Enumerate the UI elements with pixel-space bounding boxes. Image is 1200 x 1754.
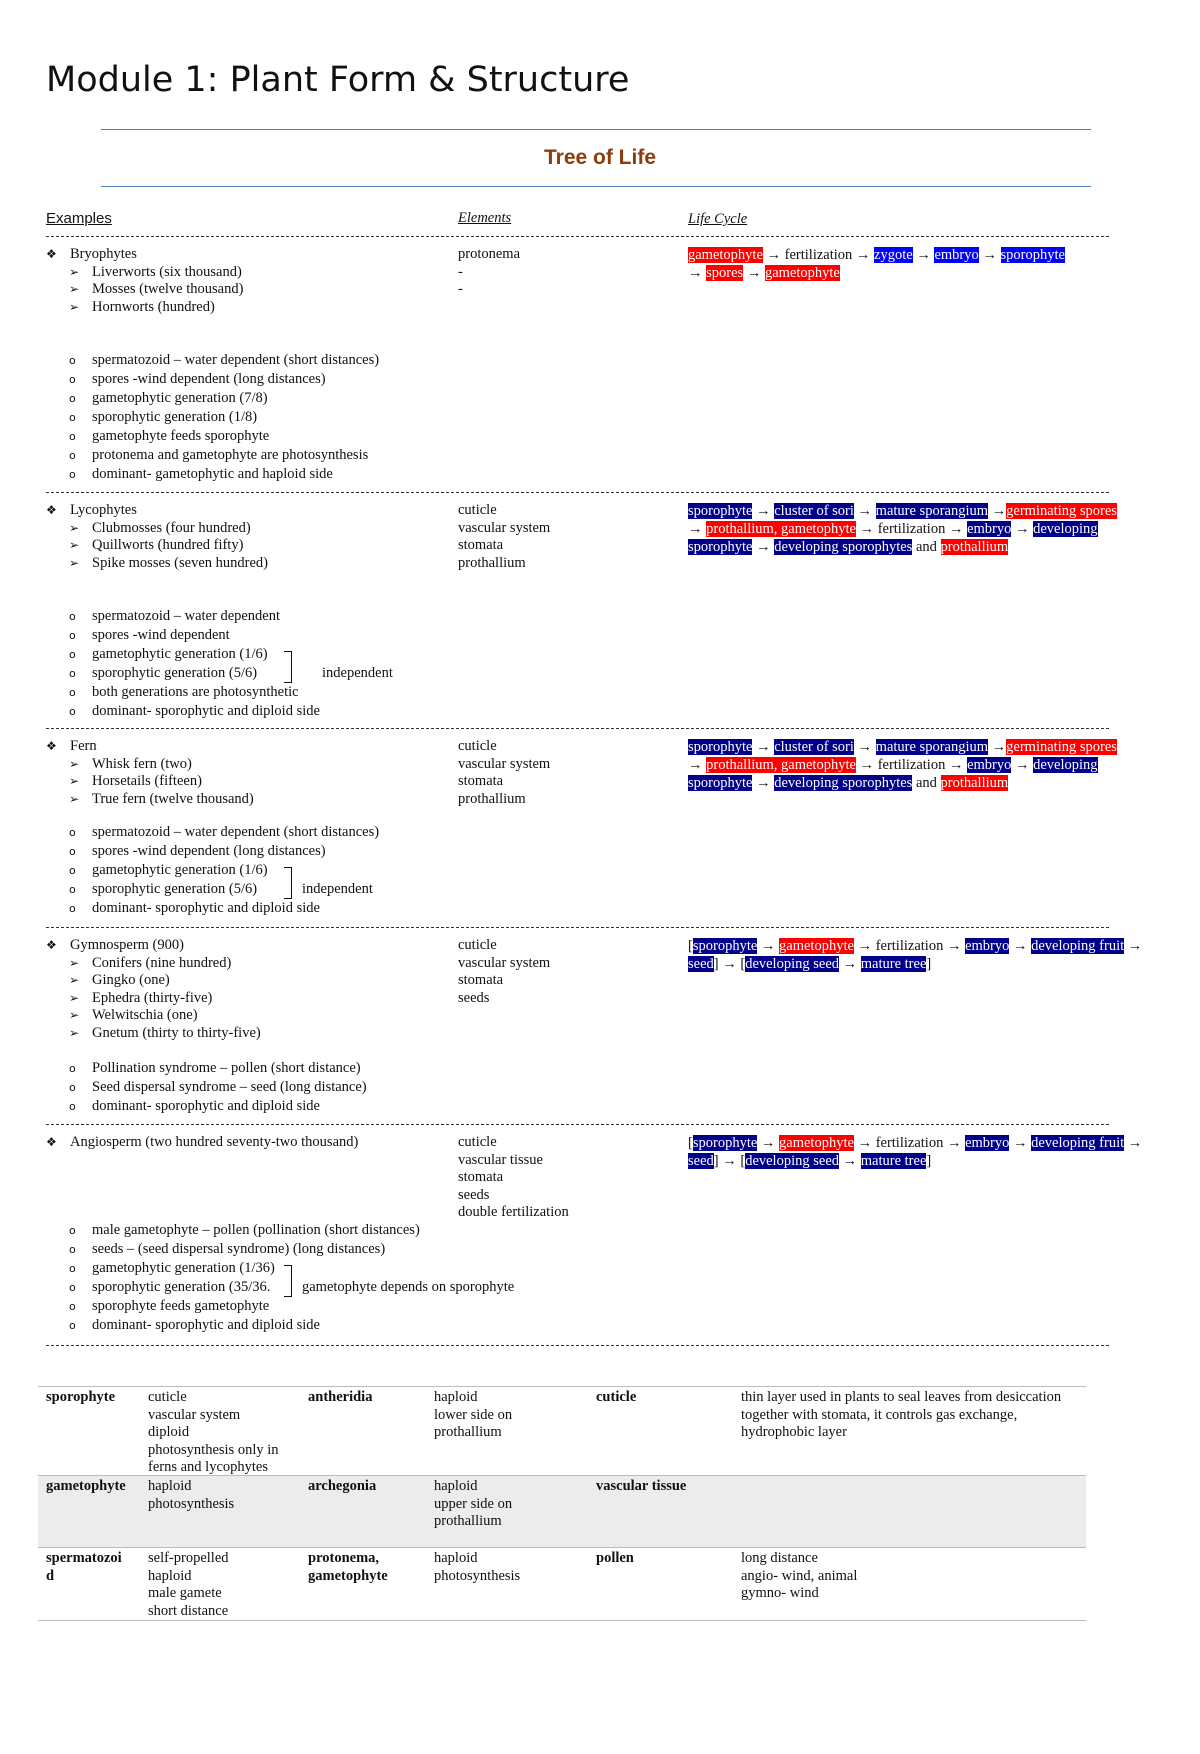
note-item: o sporophytic generation (1/8) (69, 409, 258, 425)
lifecycle-term: developing sporophytes (774, 775, 913, 791)
list-item: ➢ Gnetum (thirty to thirty-five) (69, 1025, 261, 1041)
table-cell: long distance angio- wind, animal gymno- wind (741, 1550, 858, 1601)
lifecycle-term: gametophyte (779, 1135, 854, 1151)
list-item: ➢ Hornworts (hundred) (69, 299, 215, 315)
life-cycle-text: sporophyte → cluster of sori → mature sporangium →germinating spores → prothallium, gametophyte → fertilization → embryo → developing sporophyte → developing sporophytes and prothallium (688, 503, 1117, 555)
list-item: ➢ Mosses (twelve thousand) (69, 281, 244, 297)
lifecycle-term: developing fruit (1031, 938, 1125, 954)
circle-bullet-icon: o (69, 826, 76, 839)
brace-label: gametophyte depends on sporophyte (302, 1279, 515, 1295)
circle-bullet-icon: o (69, 667, 76, 680)
note-item: o dominant- sporophytic and diploid side (69, 1317, 320, 1333)
column-header-examples: Examples (46, 210, 112, 227)
table-cell: sporophyte (46, 1389, 116, 1405)
arrow-bullet-icon: ➢ (69, 956, 80, 970)
lifecycle-term: germinating spores (1006, 739, 1117, 755)
life-cycle-text: sporophyte → cluster of sori → mature sporangium →germinating spores → prothallium, gametophyte → fertilization → embryo → developing sporophyte → developing sporophytes and prothallium (688, 739, 1117, 791)
note-item: o dominant- sporophytic and diploid side (69, 1098, 320, 1114)
lifecycle-term: sporophyte (692, 938, 758, 954)
table-cell: haploid photosynthesis (148, 1478, 235, 1512)
note-item: o spores -wind dependent (long distances) (69, 371, 326, 387)
arrow-bullet-icon: ➢ (69, 265, 80, 279)
note-item: o sporophyte feeds gametophyte (69, 1298, 270, 1314)
element-item: - (458, 264, 463, 280)
lifecycle-term: sporophyte (1000, 247, 1065, 263)
note-item: o male gametophyte – pollen (pollination (short distances) (69, 1222, 420, 1238)
lifecycle-term: sporophyte (692, 1135, 758, 1151)
diamond-bullet-icon: ❖ (46, 503, 57, 517)
brace-label: independent (302, 881, 373, 897)
circle-bullet-icon: o (69, 449, 76, 462)
element-item: vascular system (458, 520, 551, 536)
list-item: ➢ Gingko (one) (69, 972, 170, 988)
note-item: o spores -wind dependent (69, 627, 230, 643)
group-heading: ❖ Gymnosperm (900) (46, 937, 184, 953)
circle-bullet-icon: o (69, 1224, 76, 1237)
table-cell: cuticle (596, 1389, 637, 1405)
element-item: stomata (458, 1169, 504, 1185)
circle-bullet-icon: o (69, 411, 76, 424)
note-item: o Seed dispersal syndrome – seed (long distance) (69, 1079, 367, 1095)
lifecycle-term: developing seed (745, 1153, 840, 1169)
lifecycle-term: prothallium, gametophyte (706, 521, 856, 537)
element-item: cuticle (458, 738, 497, 754)
arrow-bullet-icon: ➢ (69, 991, 80, 1005)
element-item: prothallium (458, 791, 526, 807)
table-cell: cuticle vascular system diploid photosynthesis only in ferns and lycophytes (148, 1389, 279, 1475)
circle-bullet-icon: o (69, 902, 76, 915)
list-item: ➢ Ephedra (thirty-five) (69, 990, 213, 1006)
circle-bullet-icon: o (69, 1300, 76, 1313)
element-item: seeds (458, 990, 490, 1006)
diamond-bullet-icon: ❖ (46, 1135, 57, 1149)
glossary-table (38, 1386, 1086, 1621)
diamond-bullet-icon: ❖ (46, 247, 57, 261)
circle-bullet-icon: o (69, 373, 76, 386)
note-item: o dominant- gametophytic and haploid side (69, 466, 333, 482)
lifecycle-term: developing fruit (1031, 1135, 1125, 1151)
element-item: cuticle (458, 502, 497, 518)
list-item: ➢ Welwitschia (one) (69, 1007, 198, 1023)
lifecycle-term: gametophyte (764, 265, 840, 281)
element-item: vascular system (458, 955, 551, 971)
note-item: o dominant- sporophytic and diploid side (69, 703, 320, 719)
lifecycle-term: spores (706, 265, 744, 281)
lifecycle-term: sporophyte (688, 503, 753, 519)
note-item: o dominant- sporophytic and diploid side (69, 900, 320, 916)
diamond-bullet-icon: ❖ (46, 938, 57, 952)
lifecycle-term: mature sporangium (875, 739, 989, 755)
lifecycle-term: developing sporophyte (688, 757, 1098, 791)
table-cell: haploid photosynthesis (434, 1550, 521, 1584)
note-item: o seeds – (seed dispersal syndrome) (long distances) (69, 1241, 386, 1257)
brace-label: independent (322, 665, 393, 681)
section-divider (46, 1345, 1109, 1346)
element-item: double fertilization (458, 1204, 569, 1220)
group-heading: ❖ Lycophytes (46, 502, 137, 518)
lifecycle-term: prothallium (940, 775, 1009, 791)
circle-bullet-icon: o (69, 1319, 76, 1332)
element-item: prothallium (458, 555, 526, 571)
lifecycle-term: developing sporophyte (688, 521, 1098, 555)
column-header-life-cycle: Life Cycle (688, 211, 748, 227)
circle-bullet-icon: o (69, 468, 76, 481)
circle-bullet-icon: o (69, 648, 76, 661)
list-item: ➢ Conifers (nine hundred) (69, 955, 232, 971)
list-item: ➢ Spike mosses (seven hundred) (69, 555, 268, 571)
note-item: o gametophytic generation (1/6) (69, 646, 268, 662)
list-item: ➢ Quillworts (hundred fifty) (69, 537, 244, 553)
arrow-bullet-icon: ➢ (69, 1026, 80, 1040)
element-item: vascular tissue (458, 1152, 543, 1168)
lifecycle-term: cluster of sori (774, 739, 854, 755)
note-item: o gametophytic generation (1/36) (69, 1260, 275, 1276)
note-item: o sporophytic generation (5/6) (69, 881, 258, 897)
arrow-bullet-icon: ➢ (69, 282, 80, 296)
life-cycle-text: [sporophyte → gametophyte → fertilization → embryo → developing fruit → seed] → [developing seed → mature tree] (688, 1135, 1143, 1169)
note-item: o spores -wind dependent (long distances) (69, 843, 326, 859)
lifecycle-term: embryo (965, 1135, 1010, 1151)
element-item: seeds (458, 1187, 490, 1203)
group-heading: ❖ Angiosperm (two hundred seventy-two thousand) (46, 1134, 359, 1150)
note-item: o gametophytic generation (7/8) (69, 390, 268, 406)
table-cell: haploid upper side on prothallium (434, 1478, 513, 1529)
list-item: ➢ Whisk fern (two) (69, 756, 192, 772)
element-item: stomata (458, 537, 504, 553)
arrow-bullet-icon: ➢ (69, 792, 80, 806)
circle-bullet-icon: o (69, 864, 76, 877)
circle-bullet-icon: o (69, 392, 76, 405)
lifecycle-term: gametophyte (688, 247, 763, 263)
lifecycle-term: prothallium, gametophyte (706, 757, 856, 773)
section-divider (46, 1124, 1109, 1125)
note-item: o gametophytic generation (1/6) (69, 862, 268, 878)
note-item: o spermatozoid – water dependent (short distances) (69, 352, 380, 368)
section-divider (46, 236, 1109, 237)
lifecycle-term: mature sporangium (875, 503, 989, 519)
arrow-bullet-icon: ➢ (69, 556, 80, 570)
table-cell: archegonia (308, 1478, 377, 1494)
section-divider (46, 927, 1109, 928)
section-subtitle: Tree of Life (543, 146, 657, 169)
element-item: cuticle (458, 1134, 497, 1150)
lifecycle-term: embryo (934, 247, 979, 263)
life-cycle-text: gametophyte → fertilization → zygote → embryo → sporophyte → spores → gametophyte (688, 247, 1065, 281)
table-cell: thin layer used in plants to seal leaves from desiccation together with stomata, it controls gas exchange, hydrophobic layer (741, 1389, 1062, 1440)
element-item: vascular system (458, 756, 551, 772)
arrow-bullet-icon: ➢ (69, 757, 80, 771)
life-cycle-text: [sporophyte → gametophyte → fertilization → embryo → developing fruit → seed] → [developing seed → mature tree] (688, 938, 1143, 972)
section-divider (46, 728, 1109, 729)
table-cell: self-propelled haploid male gamete short distance (148, 1550, 229, 1619)
arrow-bullet-icon: ➢ (69, 521, 80, 535)
element-item: stomata (458, 773, 504, 789)
lifecycle-term: cluster of sori (774, 503, 854, 519)
lifecycle-term: developing seed (745, 956, 840, 972)
table-row (38, 1475, 1086, 1547)
table-cell: gametophyte (46, 1478, 126, 1494)
list-item: ➢ Horsetails (fifteen) (69, 773, 202, 789)
note-item: o protonema and gametophyte are photosynthesis (69, 447, 369, 463)
list-item: ➢ Liverworts (six thousand) (69, 264, 242, 280)
circle-bullet-icon: o (69, 1262, 76, 1275)
table-cell: vascular tissue (596, 1478, 687, 1494)
table-cell: protonema, gametophyte (308, 1550, 388, 1584)
arrow-bullet-icon: ➢ (69, 774, 80, 788)
circle-bullet-icon: o (69, 610, 76, 623)
lifecycle-term: seed (688, 956, 714, 972)
note-item: o sporophytic generation (35/36. (69, 1279, 271, 1295)
note-item: o spermatozoid – water dependent (69, 608, 281, 624)
note-item: o spermatozoid – water dependent (short distances) (69, 824, 380, 840)
table-cell: pollen (596, 1550, 634, 1566)
circle-bullet-icon: o (69, 705, 76, 718)
table-cell: spermatozoi d (46, 1550, 122, 1584)
lifecycle-term: gametophyte (779, 938, 854, 954)
title-rule-top (101, 129, 1091, 130)
arrow-bullet-icon: ➢ (69, 1008, 80, 1022)
brace (284, 651, 292, 683)
brace (284, 867, 292, 899)
lifecycle-term: embryo (965, 938, 1010, 954)
lifecycle-term: embryo (967, 757, 1012, 773)
table-cell: haploid lower side on prothallium (434, 1389, 513, 1440)
lifecycle-term: mature tree (860, 956, 927, 972)
diamond-bullet-icon: ❖ (46, 739, 57, 753)
brace (284, 1265, 292, 1297)
circle-bullet-icon: o (69, 1100, 76, 1113)
note-item: o sporophytic generation (5/6) (69, 665, 258, 681)
arrow-bullet-icon: ➢ (69, 538, 80, 552)
group-heading: ❖ Fern (46, 738, 97, 754)
note-item: o both generations are photosynthetic (69, 684, 299, 700)
lifecycle-term: embryo (967, 521, 1012, 537)
table-row (38, 1386, 1086, 1475)
lifecycle-term: developing sporophytes (774, 539, 913, 555)
lifecycle-term: germinating spores (1006, 503, 1117, 519)
note-item: o Pollination syndrome – pollen (short distance) (69, 1060, 361, 1076)
arrow-bullet-icon: ➢ (69, 300, 80, 314)
circle-bullet-icon: o (69, 845, 76, 858)
lifecycle-term: sporophyte (688, 739, 753, 755)
lifecycle-term: prothallium (940, 539, 1009, 555)
table-cell: antheridia (308, 1389, 373, 1405)
note-item: o gametophyte feeds sporophyte (69, 428, 270, 444)
lifecycle-term: mature tree (860, 1153, 927, 1169)
element-item: - (458, 281, 463, 297)
lifecycle-term: zygote (874, 247, 913, 263)
circle-bullet-icon: o (69, 430, 76, 443)
circle-bullet-icon: o (69, 883, 76, 896)
list-item: ➢ Clubmosses (four hundred) (69, 520, 251, 536)
group-heading: ❖ Bryophytes (46, 246, 137, 262)
circle-bullet-icon: o (69, 1062, 76, 1075)
element-item: protonema (458, 246, 521, 262)
circle-bullet-icon: o (69, 1081, 76, 1094)
column-header-elements: Elements (458, 210, 512, 226)
circle-bullet-icon: o (69, 1281, 76, 1294)
section-divider (46, 492, 1109, 493)
element-item: cuticle (458, 937, 497, 953)
circle-bullet-icon: o (69, 354, 76, 367)
circle-bullet-icon: o (69, 629, 76, 642)
page-title: Module 1: Plant Form & Structure (46, 60, 630, 100)
element-item: stomata (458, 972, 504, 988)
circle-bullet-icon: o (69, 1243, 76, 1256)
table-row (38, 1547, 1086, 1621)
arrow-bullet-icon: ➢ (69, 973, 80, 987)
title-rule-bottom (101, 186, 1091, 187)
list-item: ➢ True fern (twelve thousand) (69, 791, 254, 807)
circle-bullet-icon: o (69, 686, 76, 699)
lifecycle-term: seed (688, 1153, 714, 1169)
